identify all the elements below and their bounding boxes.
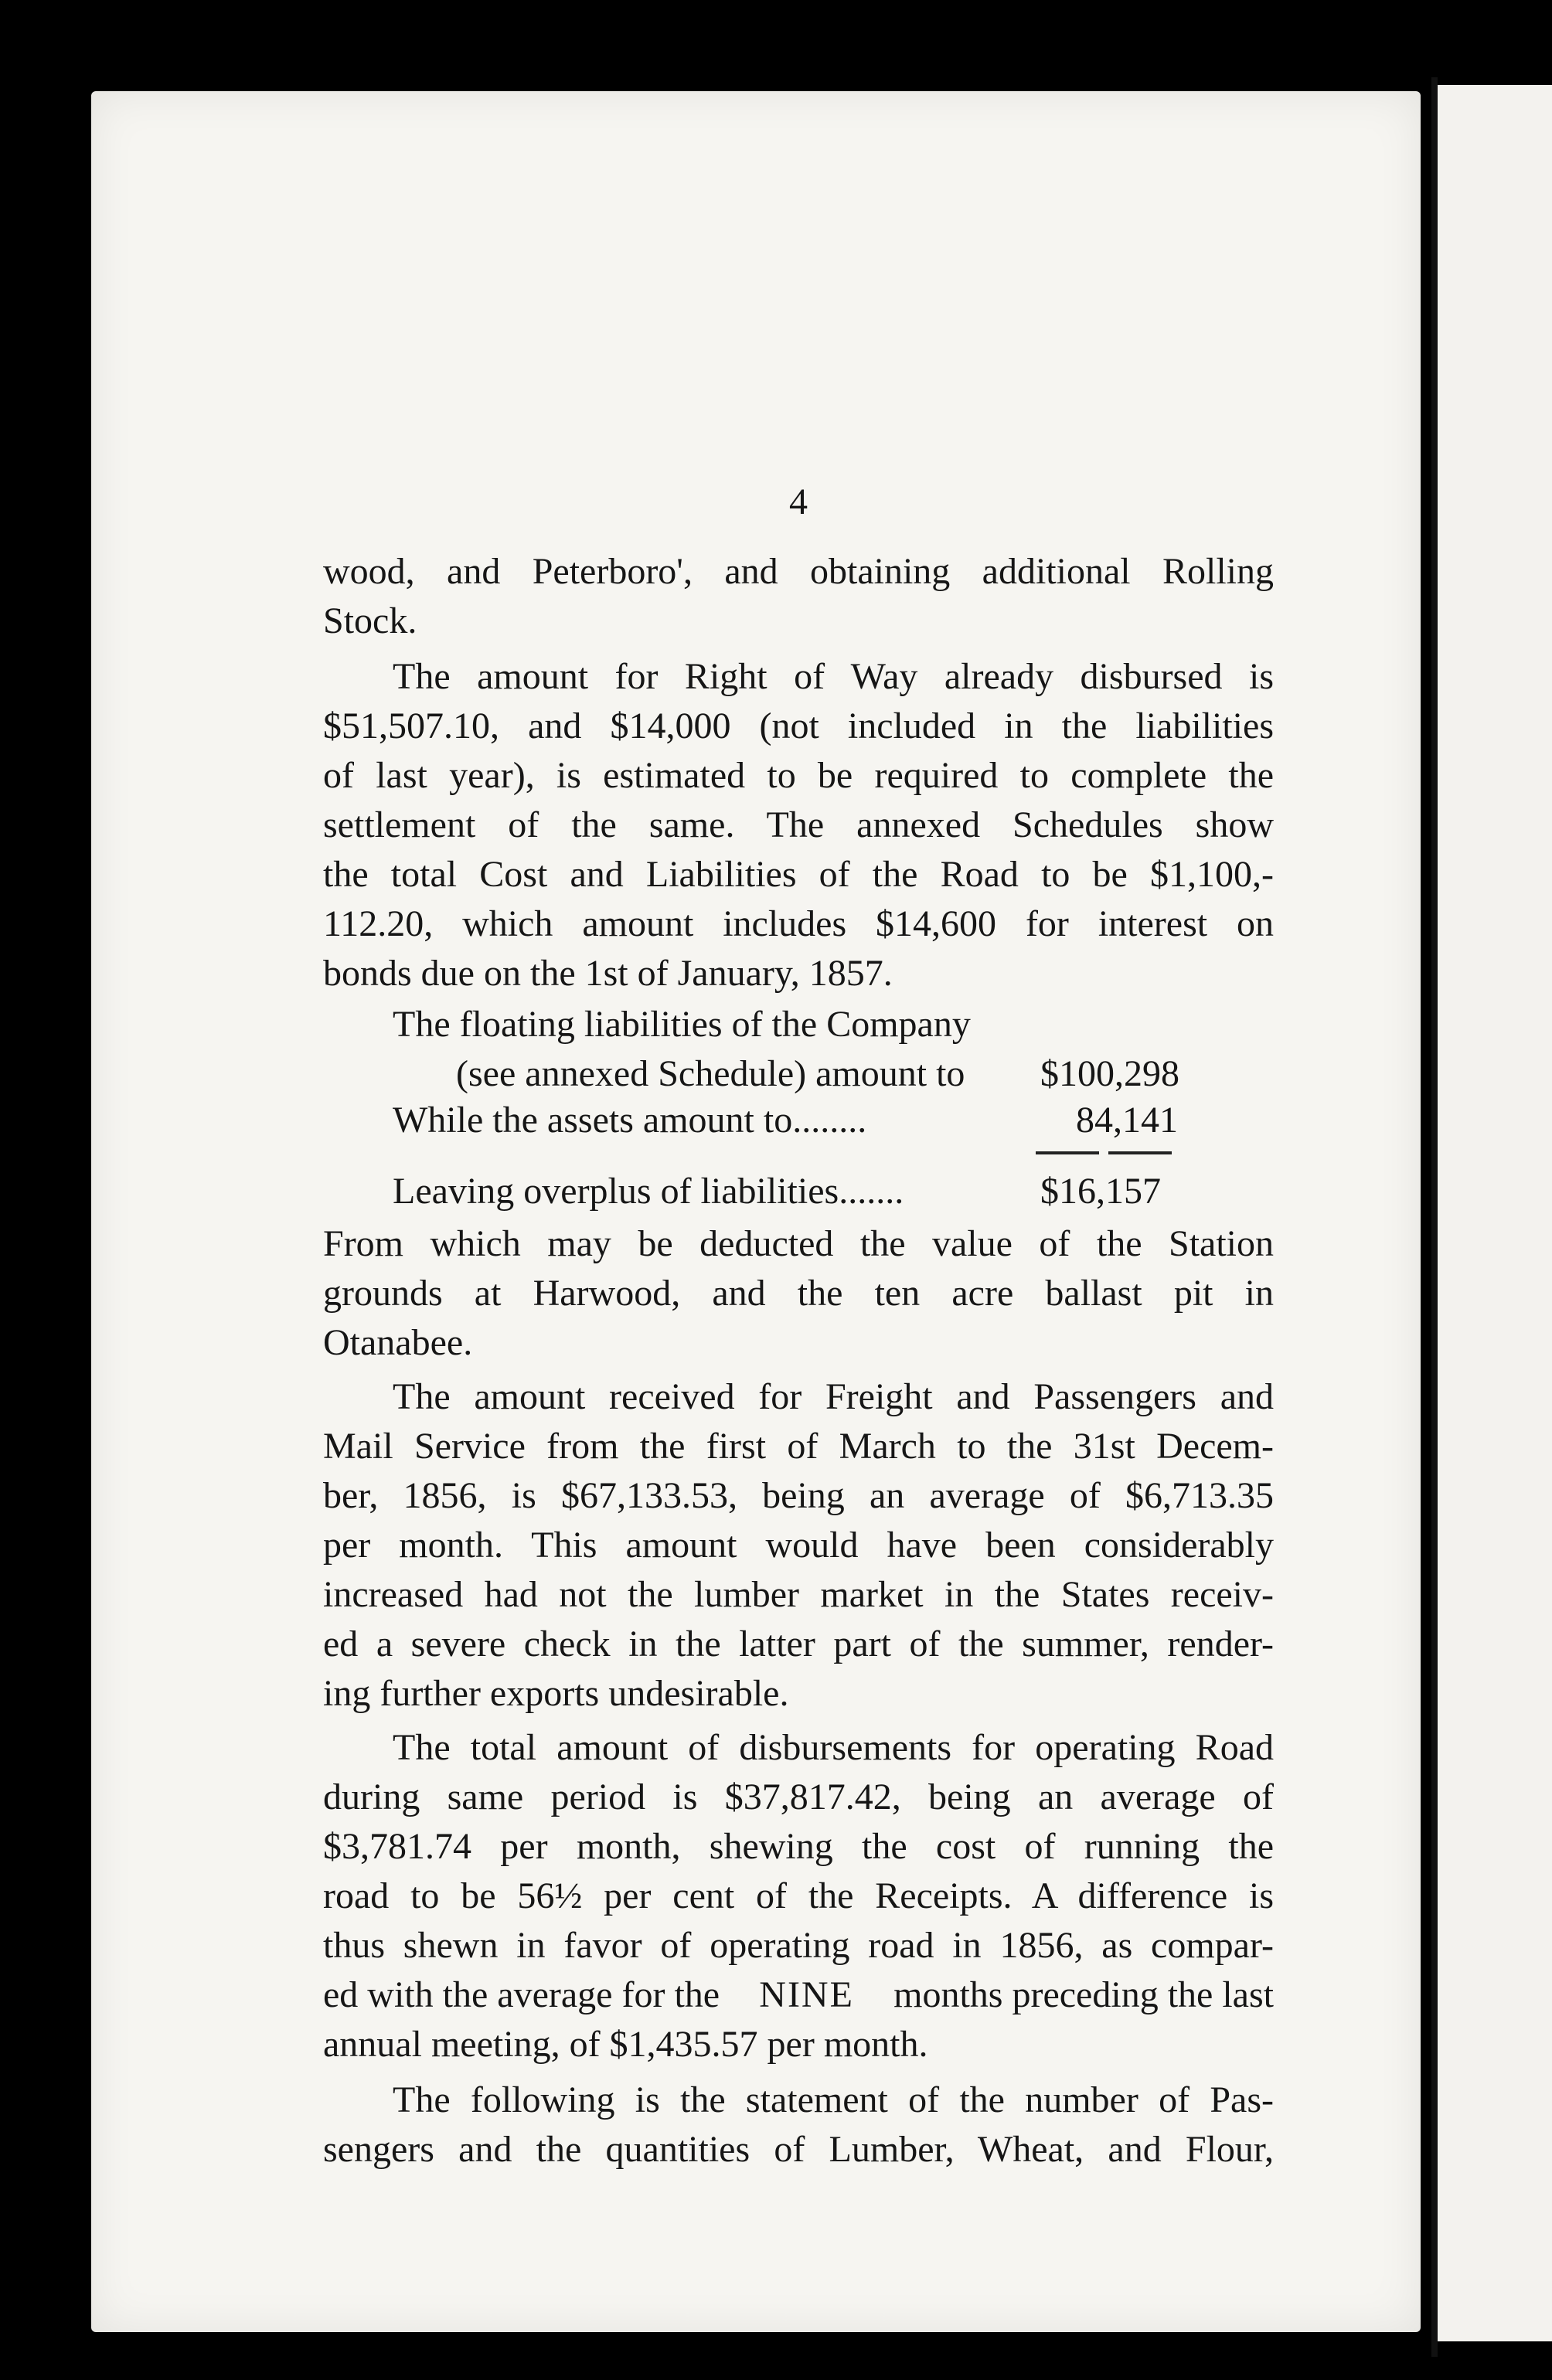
text-line: increased had not the lumber market in the States receiv- xyxy=(323,1574,1274,1615)
text-line: thus shewn in favor of operating road in 1856, as compar- xyxy=(323,1925,1274,1966)
document-page xyxy=(91,91,1421,2332)
text-line: From which may be deducted the value of the Station xyxy=(323,1223,1274,1264)
text-line: The floating liabilities of the Company xyxy=(393,1004,971,1045)
text-line: The following is the statement of the number of Pas- xyxy=(393,2079,1274,2120)
text-line: sengers and the quantities of Lumber, Wheat, and Flour, xyxy=(323,2129,1274,2170)
text-line: Mail Service from the first of March to the 31st Decem- xyxy=(323,1426,1274,1467)
text-line: Leaving overplus of liabilities....... xyxy=(393,1171,904,1212)
text-line: bonds due on the 1st of January, 1857. xyxy=(323,953,893,994)
text-line: (see annexed Schedule) amount to xyxy=(456,1053,965,1094)
text-line: The amount for Right of Way already disbursed is xyxy=(393,656,1274,697)
emphasis-small-caps: NINE xyxy=(759,1974,854,2015)
text-line: ed a severe check in the latter part of the summer, render- xyxy=(323,1624,1274,1664)
text-line: the total Cost and Liabilities of the Road to be $1,100,- xyxy=(323,854,1274,895)
text-span: months preceding the last xyxy=(893,1974,1274,2015)
text-line: ber, 1856, is $67,133.53, being an average of $6,713.35 xyxy=(323,1475,1274,1516)
text-line: 112.20, which amount includes $14,600 for interest on xyxy=(323,903,1274,944)
text-line: per month. This amount would have been considerably xyxy=(323,1525,1274,1566)
text-line: ing further exports undesirable. xyxy=(323,1673,789,1714)
assets-figure: 84,141 xyxy=(1076,1100,1178,1141)
text-line: annual meeting, of $1,435.57 per month. xyxy=(323,2024,928,2065)
page-number: 4 xyxy=(789,481,808,522)
text-span: ed with the average for the xyxy=(323,1974,720,2015)
text-line: wood, and Peterboro', and obtaining additional Rolling xyxy=(323,551,1274,592)
sum-rule xyxy=(1108,1151,1172,1154)
text-line: The total amount of disbursements for operating Road xyxy=(393,1727,1274,1768)
text-line: road to be 56½ per cent of the Receipts. A difference is xyxy=(323,1875,1274,1916)
text-line: While the assets amount to........ xyxy=(393,1100,867,1141)
text-line: $3,781.74 per month, shewing the cost of running the xyxy=(323,1826,1274,1867)
text-line: Stock. xyxy=(323,600,417,641)
text-line: during same period is $37,817.42, being an average of xyxy=(323,1776,1274,1817)
page-gutter-edge xyxy=(1431,77,1438,2357)
floating-liabilities-figure: $100,298 xyxy=(1040,1053,1179,1094)
overplus-figure: $16,157 xyxy=(1040,1171,1161,1212)
text-line: of last year), is estimated to be required to complete the xyxy=(323,755,1274,796)
text-line-mixed xyxy=(323,1970,1274,2020)
text-line: settlement of the same. The annexed Schedules show xyxy=(323,804,1274,845)
text-line: $51,507.10, and $14,000 (not included in the liabilities xyxy=(323,706,1274,746)
text-line: Otanabee. xyxy=(323,1322,473,1363)
text-line: grounds at Harwood, and the ten acre ballast pit in xyxy=(323,1273,1274,1314)
adjacent-page xyxy=(1438,85,1552,2341)
text-line: The amount received for Freight and Passengers and xyxy=(393,1376,1274,1417)
sum-rule xyxy=(1036,1151,1099,1154)
